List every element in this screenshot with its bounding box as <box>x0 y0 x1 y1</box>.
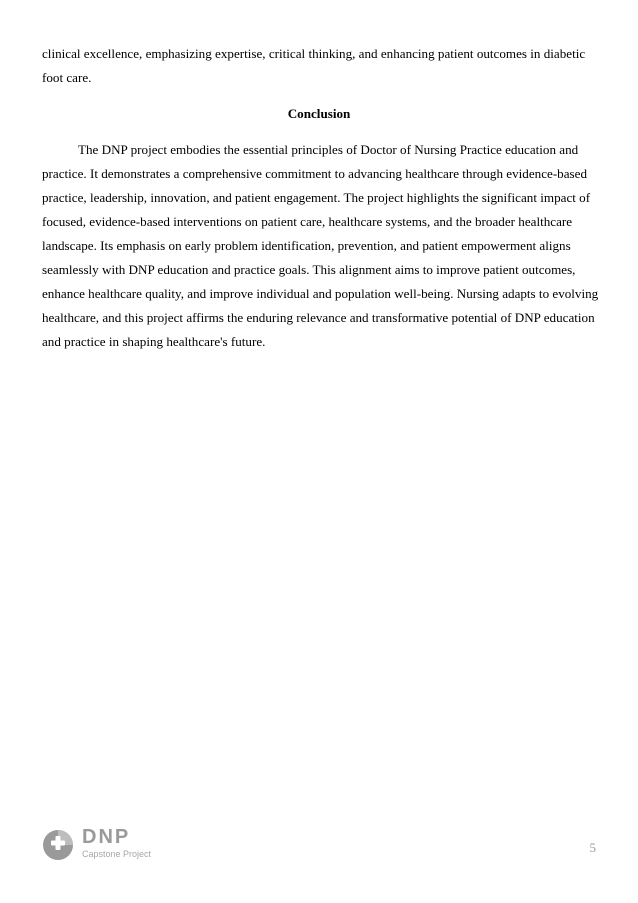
section-heading: Conclusion <box>287 106 351 121</box>
conclusion-paragraph: The DNP project embodies the essential principles of Doctor of Nursing Practice education and practice. It demonstrates a comprehensive commitment to advancing healthcare through evidence-based practice, leadership, innovation, and patient engagement. The project highlights the significant impact of focused, evidence-based interventions on patient care, healthcare systems, and the broader healthcare landscape. Its emphasis on early problem identification, prevention, and patient empowerment aligns seamlessly with DNP education and practice goals. This alignment aims to improve patient outcomes, enhance healthcare quality, and improve individual and population well-being. Nursing adapts to evolving healthcare, and this project affirms the enduring relevance and transformative potential of DNP education and practice in shaping healthcare's future. <box>42 142 599 349</box>
logo-subtitle: Capstone Project <box>82 849 152 859</box>
continuation-paragraph: clinical excellence, emphasizing expertise, critical thinking, and enhancing patient outcomes in diabetic foot care. <box>42 46 586 85</box>
logo-title: DNP <box>82 826 131 848</box>
page-number: 5 <box>589 840 596 855</box>
plus-circle-icon <box>42 829 74 861</box>
footer-logo <box>42 826 192 866</box>
